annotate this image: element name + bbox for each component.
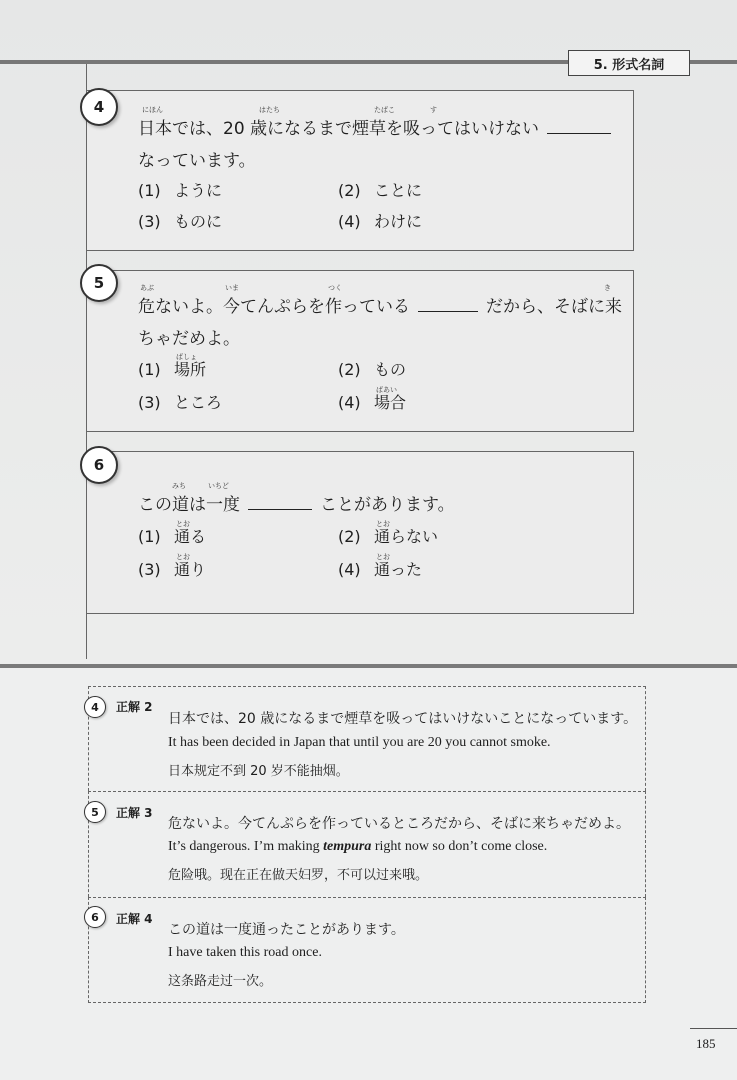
ruby-reading: とお: [176, 520, 190, 528]
correct-answer-label: 正解 4: [116, 912, 153, 926]
page-number: 185: [696, 1036, 716, 1051]
option-text-wrap: [374, 553, 423, 579]
option-text: 通らない: [374, 527, 439, 546]
option-2: [338, 178, 422, 201]
option-2: [338, 520, 439, 547]
ruby-reading: き: [604, 284, 611, 292]
option-1: [138, 353, 207, 380]
answer-english: I have taken this road once.: [168, 945, 322, 960]
option-text-wrap: [174, 520, 207, 546]
correct-answer-label: 正解 2: [116, 700, 153, 714]
question-4-line-2: なっています。: [138, 151, 256, 171]
option-number: (2): [338, 360, 361, 379]
option-1: [138, 178, 222, 201]
option-text: 場所: [174, 360, 207, 379]
answer-english: [168, 839, 547, 855]
option-3: [138, 209, 222, 232]
question-5-line-1: [138, 284, 622, 317]
option-3: [138, 553, 207, 580]
option-number: (1): [138, 527, 161, 546]
ruby-reading: つく: [328, 284, 342, 292]
page-number-rule: [690, 1028, 737, 1029]
option-text: 場合: [374, 393, 407, 412]
ruby-reading: とお: [376, 553, 390, 561]
question-text-after: だから、そばに来: [486, 297, 622, 317]
option-text: 通る: [174, 527, 207, 546]
answer-number-badge: 5: [84, 801, 106, 823]
option-number: (2): [338, 181, 361, 200]
option-number: (1): [138, 360, 161, 379]
answer-blank: [547, 133, 611, 134]
option-text: 通り: [174, 560, 207, 579]
answer-english-emphasis: tempura: [323, 839, 372, 854]
option-text: 通った: [374, 560, 423, 579]
question-text-after: ことがあります。: [320, 495, 455, 515]
option-2: [338, 357, 406, 380]
ruby-reading: たばこ: [374, 106, 395, 114]
option-4: [338, 209, 422, 232]
answer-blank: [248, 509, 312, 510]
option-number: (4): [338, 560, 361, 579]
question-number-badge: 5: [80, 264, 118, 302]
option-text: ものに: [174, 212, 223, 231]
ruby-reading: す: [430, 106, 437, 114]
ruby-reading: いちど: [208, 482, 229, 490]
header-rule: [0, 60, 580, 64]
answer-english: It has been decided in Japan that until you are 20 you cannot smoke.: [168, 735, 551, 750]
option-number: (3): [138, 393, 161, 412]
chapter-tab: 5. 形式名詞: [568, 50, 690, 76]
ruby-reading: とお: [176, 553, 190, 561]
option-text-wrap: [374, 386, 407, 412]
answer-number-badge: 4: [84, 696, 106, 718]
option-number: (4): [338, 212, 361, 231]
option-3: [138, 390, 222, 413]
option-number: (3): [138, 560, 161, 579]
correct-answer-label: 正解 3: [116, 806, 153, 820]
question-text: 危ないよ。今てんぷらを作っている: [138, 297, 410, 317]
question-4-line-1: [138, 106, 619, 139]
option-number: (1): [138, 181, 161, 200]
answer-chinese: 这条路走过一次。: [168, 974, 273, 989]
answer-japanese: 日本では、20 歳になるまで煙草を吸ってはいけないことになっています。: [168, 711, 638, 727]
answer-number-badge: 6: [84, 906, 106, 928]
option-1: [138, 520, 207, 547]
answer-blank: [418, 311, 478, 312]
answer-japanese: この道は一度通ったことがあります。: [168, 922, 405, 938]
ruby-reading: ばあい: [376, 386, 397, 394]
option-4: [338, 553, 423, 580]
question-number-badge: 4: [80, 88, 118, 126]
option-text: ことに: [374, 181, 423, 200]
ruby-reading: あぶ: [140, 284, 154, 292]
answer-japanese: 危ないよ。今てんぷらを作っているところだから、そばに来ちゃだめよ。: [168, 816, 630, 832]
question-text: 日本では、20 歳になるまで煙草を吸ってはいけない: [138, 119, 540, 139]
option-text-wrap: [174, 553, 207, 579]
answer-chinese: 日本规定不到 20 岁不能抽烟。: [168, 764, 349, 779]
option-text: ところ: [174, 393, 223, 412]
answer-chinese: 危险哦。现在正在做天妇罗，不可以过来哦。: [168, 868, 429, 883]
ruby-reading: みち: [172, 482, 186, 490]
ruby-reading: ばしょ: [176, 353, 197, 361]
answer-english-start: It’s dangerous. I’m making: [168, 839, 324, 854]
ruby-reading: にほん: [142, 106, 163, 114]
option-text-wrap: [374, 520, 439, 546]
answer-english-end: right now so don’t come close.: [371, 839, 548, 854]
ruby-reading: いま: [225, 284, 239, 292]
question-5-line-2: ちゃだめよ。: [138, 329, 240, 349]
option-number: (2): [338, 527, 361, 546]
option-4: [338, 386, 407, 413]
option-text: もの: [374, 360, 407, 379]
question-6-line-1: [138, 482, 455, 515]
header-rule-right: [688, 60, 737, 64]
option-text-wrap: [174, 353, 207, 379]
question-text: この道は一度: [138, 495, 240, 515]
option-number: (4): [338, 393, 361, 412]
ruby-reading: とお: [376, 520, 390, 528]
option-number: (3): [138, 212, 161, 231]
question-number-badge: 6: [80, 446, 118, 484]
ruby-reading: はたち: [259, 106, 280, 114]
option-text: わけに: [374, 212, 423, 231]
option-text: ように: [174, 181, 223, 200]
